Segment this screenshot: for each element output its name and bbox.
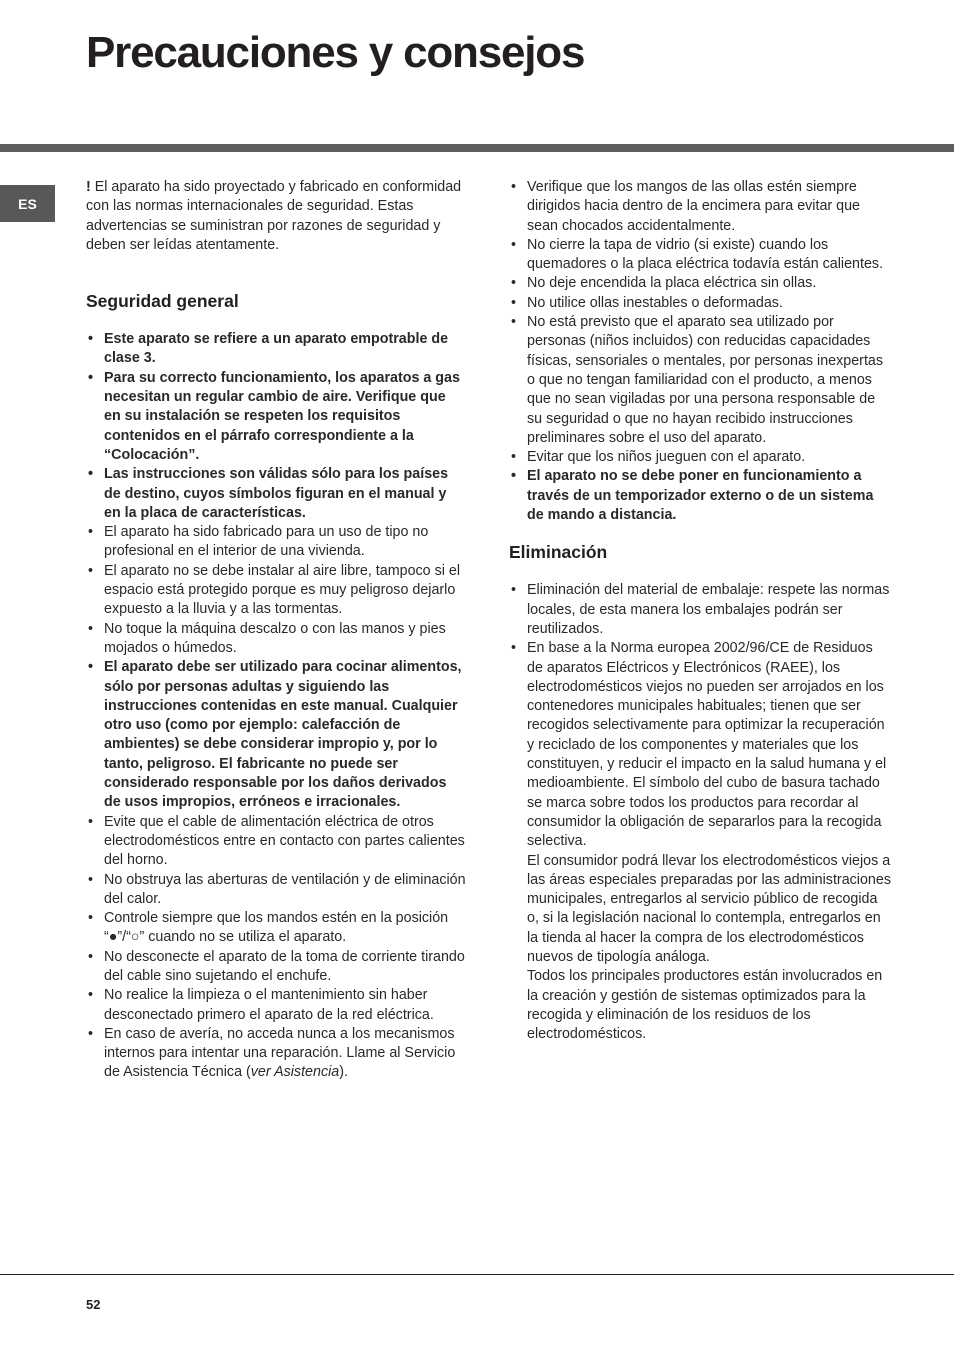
list-item: • Las instrucciones son válidas sólo para los países de destino, cuyos símbolos figuran en el manual y en la placa de características. (86, 465, 466, 523)
list-item-continuation: El consumidor podrá llevar los electrodomésticos viejos a las áreas especiales preparadas por las administraciones municipales, entregarlos al servicio público de recogida o, si la legislación nacional lo contempla, entregarlos en la tienda al hacer la compra de los electrodomésticos nuevos de tipología análoga. (527, 852, 891, 965)
page-title: Precauciones y consejos (86, 28, 585, 77)
eliminacion-list (509, 581, 891, 1044)
list-item: • Para su correcto funcionamiento, los aparatos a gas necesitan un regular cambio de aire. Verifique que en su instalación se respeten los requisitos contenidos en el párrafo correspondiente a la “Colocación”. (86, 369, 466, 465)
list-item: • No realice la limpieza o el mantenimiento sin haber desconectado primero el aparato de la red eléctrica. (86, 986, 466, 1025)
assistance-reference: ver Asistencia (250, 1064, 340, 1081)
list-item: • Evitar que los niños jueguen con el aparato. (509, 448, 891, 467)
intro-paragraph (86, 178, 466, 255)
list-item: • Controle siempre que los mandos estén en la posición “●”/“○” cuando no se utiliza el aparato. (86, 909, 466, 948)
list-item-continuation: Todos los principales productores están involucrados en la creación y gestión de sistemas optimizados para la recogida y eliminación de los residuos de los electrodomésticos. (527, 968, 883, 1043)
list-item: • Evite que el cable de alimentación eléctrica de otros electrodomésticos entre en contacto con partes calientes del horno. (86, 813, 466, 871)
list-item-text: En caso de avería, no acceda nunca a los mecanismos internos para intentar una reparación. Llame al Servicio de Asistencia Técnica ( (104, 1025, 456, 1081)
list-item-end: ). (339, 1064, 348, 1081)
left-column (86, 178, 466, 1083)
section-heading-seguridad: Seguridad general (86, 291, 239, 312)
list-item: • El aparato no se debe poner en funcionamiento a través de un temporizador externo o de un sistema de mando a distancia. (509, 467, 891, 525)
list-item: • No utilice ollas inestables o deformadas. (509, 294, 891, 313)
list-item: • No toque la máquina descalzo o con las manos y pies mojados o húmedos. (86, 620, 466, 659)
precautions-list (509, 178, 891, 525)
list-item: • No obstruya las aberturas de ventilación y de eliminación del calor. (86, 871, 466, 910)
list-item: • El aparato ha sido fabricado para un uso de tipo no profesional en el interior de una vivienda. (86, 523, 466, 562)
right-column (509, 178, 891, 1044)
warning-mark: ! (86, 179, 91, 195)
section-heading-eliminacion: Eliminación (509, 542, 608, 563)
list-item: • Verifique que los mangos de las ollas estén siempre dirigidos hacia dentro de la encimera para evitar que sean chocados accidentalmente. (509, 178, 891, 236)
seguridad-list (86, 330, 466, 1083)
intro-text: El aparato ha sido proyectado y fabricado en conformidad con las normas internacionales de seguridad. Estas advertencias se suministran por razones de seguridad y deben ser leídas atentamente. (86, 179, 462, 253)
list-item: • No está previsto que el aparato sea utilizado por personas (niños incluidos) con reducidas capacidades físicas, sensoriales o mentales, por personas inexpertas o que no tengan familiaridad con el producto, a menos que no sean vigiladas por una persona responsable de su seguridad o que no hayan recibido instrucciones preliminares sobre el uso del aparato. (509, 313, 891, 448)
list-item: • El aparato debe ser utilizado para cocinar alimentos, sólo por personas adultas y siguiendo las instrucciones contenidas en este manual. Cualquier otro uso (como por ejemplo: calefacción de ambientes) se debe considerar impropio y, por lo tanto, peligroso. El fabricante no puede ser considerado responsable por los daños derivados de usos impropios, erróneos e irracionales. (86, 658, 466, 812)
language-tab: ES (0, 185, 55, 222)
list-item: • No deje encendida la placa eléctrica sin ollas. (509, 274, 891, 293)
list-item: • No cierre la tapa de vidrio (si existe) cuando los quemadores o la placa eléctrica todavía están calientes. (509, 236, 891, 275)
page-number: 52 (86, 1297, 101, 1312)
list-item: • En base a la Norma europea 2002/96/CE de Residuos de aparatos Eléctricos y Electrónicos (RAEE), los electrodomésticos viejos no pueden ser arrojados en los contenedores municipales habituales; tienen que ser recogidos selectivamente para optimizar la recuperación y reciclado de los componentes y materiales que los constituyen, y reducir el impacto en la salud humana y el medioambiente. El símbolo del cubo de basura tachado se marca sobre todos los productos para recordar al consumidor la obligación de separarlos para la recogida selectiva. (509, 639, 891, 851)
header-divider (0, 144, 954, 152)
list-item: • No desconecte el aparato de la toma de corriente tirando del cable sino sujetando el enchufe. (86, 948, 466, 987)
list-item: • El aparato no se debe instalar al aire libre, tampoco si el espacio está protegido porque es muy peligroso dejarlo expuesto a la lluvia y a las tormentas. (86, 562, 466, 620)
list-item: • Este aparato se refiere a un aparato empotrable de clase 3. (86, 330, 466, 369)
footer-divider (0, 1274, 954, 1275)
list-item: • Eliminación del material de embalaje: respete las normas locales, de esta manera los embalajes podrán ser reutilizados. (509, 581, 891, 639)
list-item (86, 1025, 466, 1083)
